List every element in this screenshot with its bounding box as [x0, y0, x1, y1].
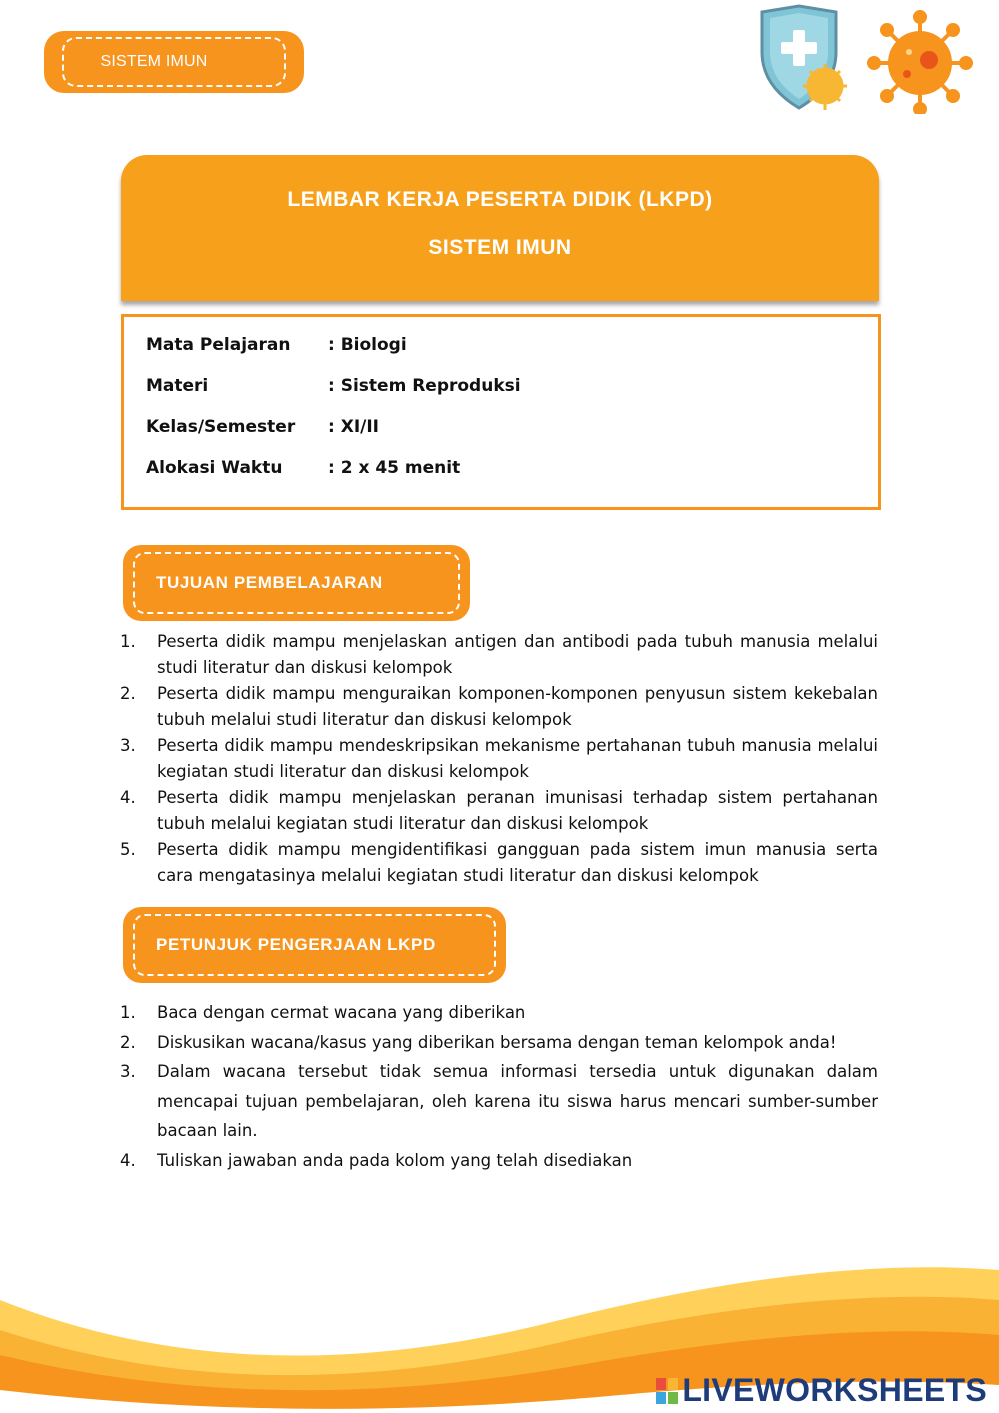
list-number: 5. [120, 840, 136, 859]
goals-section-header [123, 545, 470, 621]
info-box [121, 314, 881, 510]
list-number: 1. [120, 632, 136, 651]
info-row-time [146, 458, 460, 478]
header-tag-label: SISTEM IMUN [100, 53, 208, 70]
header-tag [44, 31, 304, 93]
list-item [120, 629, 878, 681]
steps-list [120, 998, 878, 1175]
list-number: 4. [120, 788, 136, 807]
info-row-material [146, 376, 521, 396]
info-value: : 2 x 45 menit [328, 458, 461, 478]
info-row-class [146, 417, 379, 437]
list-text: Peserta didik mampu mendeskripsikan mekanisme pertahanan tubuh manusia melalui kegiatan studi literatur dan diskusi kelompok [157, 736, 878, 781]
title-line-1: LEMBAR KERJA PESERTA DIDIK (LKPD) [287, 188, 713, 211]
goals-section-title: TUJUAN PEMBELAJARAN [156, 573, 383, 592]
info-key: Kelas/Semester [146, 417, 296, 437]
list-item [120, 785, 878, 837]
list-item [120, 733, 878, 785]
liveworksheets-logo-icon [656, 1378, 678, 1404]
info-key: Materi [146, 376, 209, 396]
list-number: 3. [120, 736, 136, 755]
liveworksheets-logo-text: LIVEWORKSHEETS [682, 1372, 987, 1408]
info-row-subject [146, 335, 407, 355]
list-item [120, 681, 878, 733]
list-text: Peserta didik mampu menjelaskan peranan imunisasi terhadap sistem pertahanan tubuh melalui kegiatan studi literatur dan diskusi kelompok [157, 788, 878, 833]
liveworksheets-logo[interactable] [656, 1372, 987, 1409]
list-text: Baca dengan cermat wacana yang diberikan [157, 1003, 526, 1022]
steps-section-title: PETUNJUK PENGERJAAN LKPD [156, 935, 436, 954]
title-line-2: SISTEM IMUN [428, 236, 572, 259]
info-key: Mata Pelajaran [146, 335, 291, 355]
list-text: Diskusikan wacana/kasus yang diberikan bersama dengan teman kelompok anda! [157, 1032, 837, 1052]
list-number: 3. [120, 1062, 136, 1081]
info-value: : Biologi [328, 335, 407, 355]
list-text: Peserta didik mampu menguraikan komponen-komponen penyusun sistem kekebalan tubuh melalui studi literatur dan diskusi kelompok [157, 684, 878, 729]
list-text: Tuliskan jawaban anda pada kolom yang telah disediakan [157, 1150, 633, 1170]
list-item [120, 1028, 878, 1058]
list-number: 1. [120, 1003, 136, 1022]
list-number: 2. [120, 1032, 136, 1052]
list-text: Peserta didik mampu mengidentifikasi gangguan pada sistem imun manusia serta cara mengatasinya melalui kegiatan studi literatur dan diskusi kelompok [157, 840, 878, 885]
info-value: : Sistem Reproduksi [328, 376, 521, 396]
list-text: Peserta didik mampu menjelaskan antigen dan antibodi pada tubuh manusia melalui studi literatur dan diskusi kelompok [157, 632, 878, 677]
list-item [120, 1057, 878, 1146]
list-item [120, 998, 878, 1028]
list-item [120, 837, 878, 889]
goals-list [120, 629, 878, 889]
info-value: : XI/II [328, 417, 380, 437]
large-virus-icon [869, 12, 971, 114]
list-number: 2. [120, 684, 136, 703]
list-item [120, 1146, 878, 1176]
list-text: Dalam wacana tersebut tidak semua informasi tersedia untuk digunakan dalam mencapai tujuan pembelajaran, oleh karena itu siswa harus mencari sumber-sumber bacaan lain. [157, 1062, 878, 1140]
shield-virus-illustration [737, 4, 977, 114]
title-banner [121, 155, 879, 301]
list-number: 4. [120, 1150, 136, 1170]
info-key: Alokasi Waktu [146, 458, 283, 478]
steps-section-header [123, 907, 506, 983]
